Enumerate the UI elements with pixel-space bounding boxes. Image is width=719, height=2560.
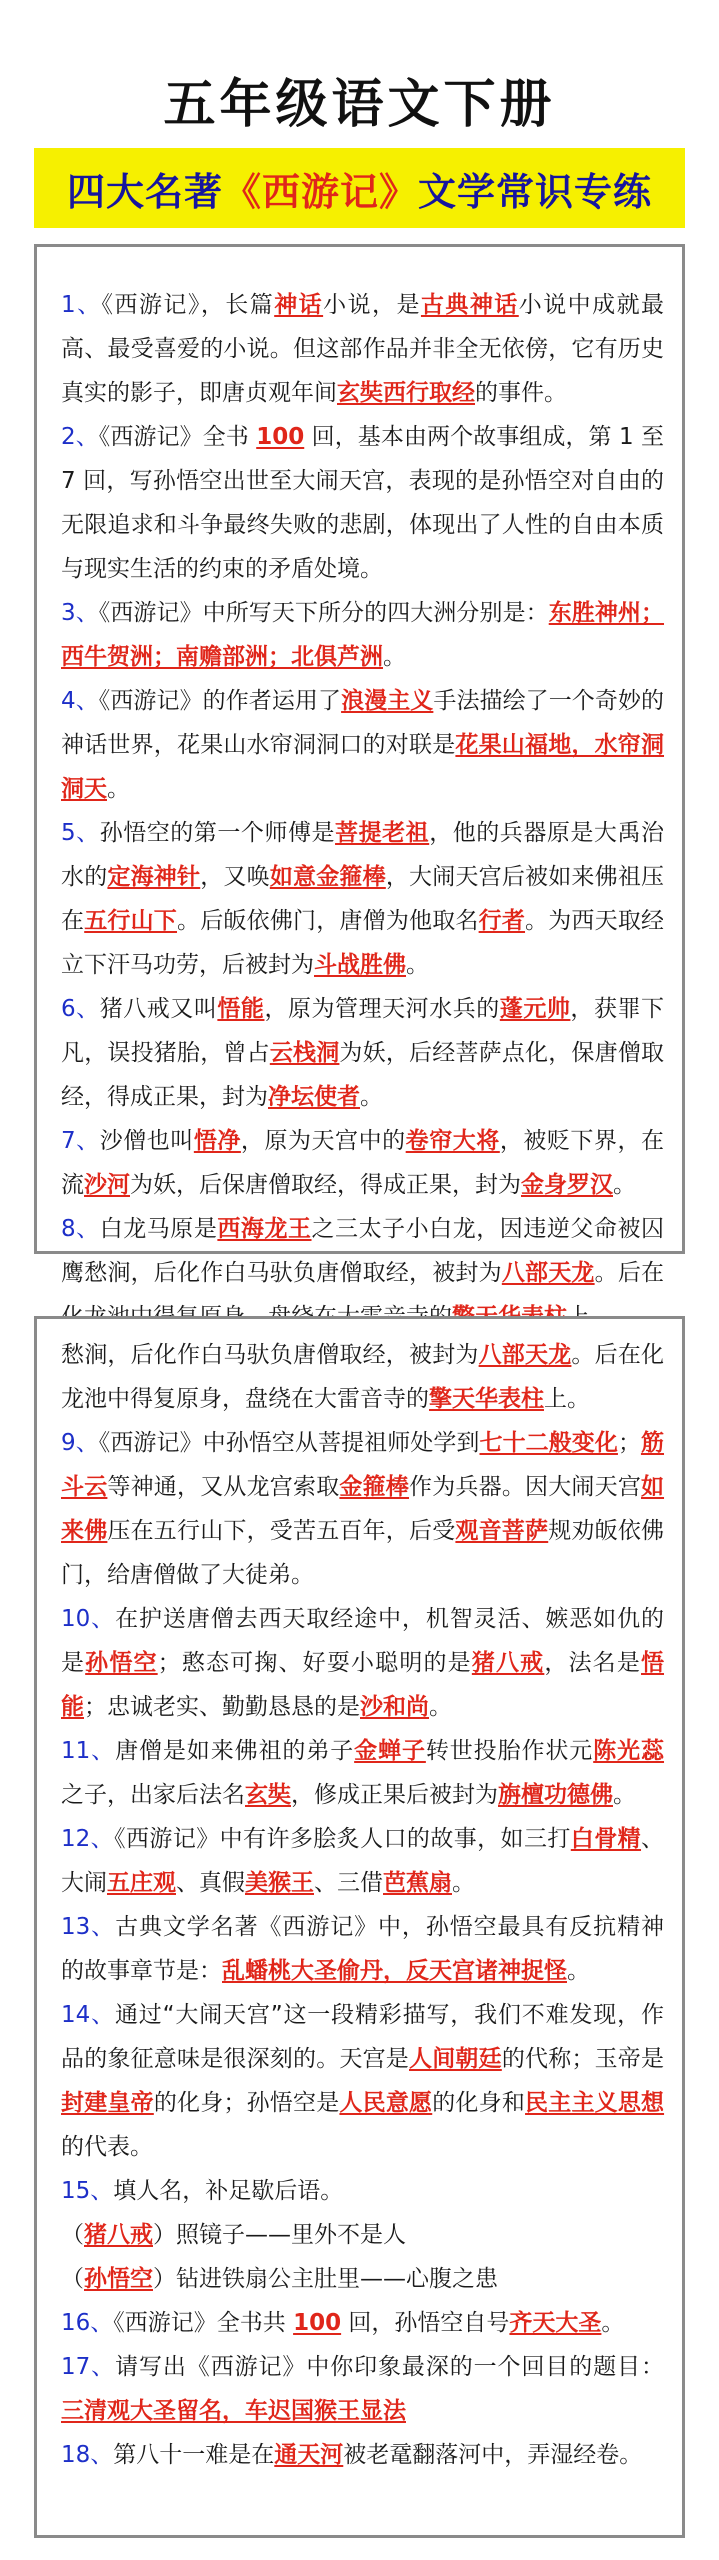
- answer-text: 沙和尚: [360, 1694, 429, 1720]
- question-text: 上。: [544, 1386, 590, 1412]
- answer-text: 人民意愿: [339, 2090, 433, 2116]
- question-text: 《西游记》，长篇: [101, 292, 275, 318]
- question-item: [61, 2345, 664, 2433]
- question-number: 11、: [61, 1738, 116, 1764]
- question-text: （: [61, 2266, 84, 2292]
- question-item: [61, 2301, 664, 2345]
- question-text: ，修成正果后被封为: [291, 1782, 498, 1808]
- question-text: 的化身和: [432, 2090, 526, 2116]
- answer-text: 如意金箍棒: [269, 864, 386, 890]
- question-number: 15、: [61, 2178, 114, 2204]
- question-text: 。: [406, 952, 429, 978]
- question-text: 等神通，又从龙宫索取: [107, 1474, 340, 1500]
- question-item: [61, 1993, 664, 2169]
- question-text: ；憨态可掬、好耍小聪明的是: [157, 1650, 472, 1676]
- question-number: 14、: [61, 2002, 115, 2028]
- subtitle-suffix: 文学常识专练: [418, 169, 653, 214]
- question-text: 通过“大闹天宫”这一段精彩描写，我们不难发现，作品的象征意味是很深刻的。天宫是: [61, 2002, 664, 2072]
- answer-text: 猪八戒: [84, 2222, 153, 2248]
- question-item: [61, 987, 664, 1119]
- question-text: 。: [613, 1782, 636, 1808]
- question-text: ，又唤: [200, 864, 270, 890]
- question-number: 18、: [61, 2442, 114, 2468]
- question-number: 1、: [61, 292, 102, 318]
- answer-text: 美猴王: [245, 1870, 314, 1896]
- question-item: [61, 811, 664, 987]
- answer-text: 齐天大圣: [509, 2310, 602, 2336]
- question-text: 。: [613, 1172, 636, 1198]
- subtitle-book: 《西游记》: [222, 169, 418, 214]
- question-number: 7、: [61, 1128, 100, 1154]
- question-number: 6、: [61, 996, 100, 1022]
- answer-text: 封建皇帝: [61, 2090, 154, 2116]
- answer-text: 乱蟠桃大圣偷丹，反天宫诸神捉怪: [222, 1958, 567, 1984]
- page-title: 五年级语文下册: [163, 75, 556, 135]
- answer-text: 八部天龙: [478, 1342, 572, 1368]
- answer-text: 100: [256, 424, 305, 450]
- question-text: 请写出《西游记》中你印象最深的一个回目的题目：: [115, 2354, 664, 2380]
- subtitle-prefix: 四大名著: [66, 169, 223, 214]
- answer-text: 西海龙王: [217, 1216, 312, 1242]
- answer-text: 金身罗汉: [521, 1172, 613, 1198]
- question-text: 作为兵器。因大闹天宫: [409, 1474, 642, 1500]
- question-text: 小说，是: [323, 292, 421, 318]
- question-text: 在护送唐僧去西天取经途中，机智灵活、嫉恶如仇的是: [61, 1606, 664, 1676]
- question-text: 。后在化龙池中得复原身，盘绕在大雷音寺的: [61, 1342, 665, 1412]
- answer-text: 斗战胜佛: [314, 952, 406, 978]
- question-text: 。: [383, 644, 406, 670]
- answer-text: 白骨精: [570, 1826, 642, 1852]
- answer-text: 浪漫主义: [341, 688, 434, 714]
- question-text: 《西游记》全书共: [113, 2310, 294, 2336]
- answer-text: 蓬元帅: [499, 996, 571, 1022]
- question-text: 。: [360, 1084, 383, 1110]
- question-text: ；忠诚老实、勤勤恳恳的是: [84, 1694, 360, 1720]
- answer-text: 净坛使者: [268, 1084, 360, 1110]
- question-text: 、大闹: [61, 1826, 665, 1896]
- answer-text: 卷帘大将: [405, 1128, 500, 1154]
- question-text: 为妖，后经菩萨点化，保唐僧取经，得成正果，封为: [61, 1040, 665, 1110]
- question-text: 回，孙悟空自号: [341, 2310, 510, 2336]
- question-text: 古典文学名著《西游记》中，孙悟空最具有反抗精神的故事章节是：: [61, 1914, 664, 1984]
- question-number: 4、: [61, 688, 99, 714]
- question-text: 压在五行山下，受苦五百年，后受: [107, 1518, 456, 1544]
- question-text: 。: [452, 1870, 475, 1896]
- question-number: 12、: [61, 1826, 115, 1852]
- question-text: 。: [429, 1694, 452, 1720]
- answer-text: 人间朝廷: [409, 2046, 502, 2072]
- question-text: 。为西天取经立下汗马功劳，后被封为: [61, 908, 665, 978]
- answer-text: 七十二般变化: [479, 1430, 618, 1456]
- answer-text: 擎天华表柱: [429, 1386, 544, 1412]
- question-card-1: [34, 244, 685, 1286]
- answer-text: 三清观大圣留名，车迟国猴王显法: [61, 2398, 406, 2424]
- question-text: ，被贬下界，在流: [61, 1128, 665, 1198]
- question-text: 转世投胎作状元: [425, 1738, 594, 1764]
- question-text: 、三借: [314, 1870, 383, 1896]
- question-text: 之子，出家后法名: [61, 1782, 245, 1808]
- question-list-part-2: [61, 1333, 664, 2477]
- question-text: 。后在: [594, 1260, 665, 1286]
- question-item: [61, 1597, 664, 1729]
- question-text: 、真假: [176, 1870, 245, 1896]
- answer-text: 五行山下: [84, 908, 178, 934]
- question-text: ，大闹天宫后被如来佛祖压在: [61, 864, 665, 934]
- answer-text: 如来佛: [61, 1474, 665, 1544]
- answer-text: 猪八戒: [471, 1650, 545, 1676]
- answer-text: 悟能: [217, 996, 265, 1022]
- question-text: 的代称；玉帝是: [501, 2046, 665, 2072]
- question-text: 之三太子小白龙，因违逆父命被囚鹰愁涧，后化作白马驮负唐僧取经，被封为: [61, 1216, 664, 1286]
- question-item: [61, 2169, 664, 2213]
- question-text: 的化身；孙悟空是: [153, 2090, 340, 2116]
- question-text: 《西游记》中孙悟空从菩提祖师处学到: [98, 1430, 480, 1456]
- question-card-2: [34, 1316, 685, 2538]
- answer-text: 云栈洞: [269, 1040, 340, 1066]
- question-item: [61, 679, 664, 811]
- question-text: 沙僧也叫: [99, 1128, 194, 1154]
- question-text: 。: [601, 2310, 625, 2336]
- question-number: 17、: [61, 2354, 116, 2380]
- answer-text: 金蝉子: [354, 1738, 426, 1764]
- answer-text: 100: [293, 2310, 342, 2336]
- question-text: 的代表。: [61, 2134, 153, 2160]
- question-text: ，原为天宫中的: [240, 1128, 406, 1154]
- question-text: 愁涧，后化作白马驮负唐僧取经，被封为: [61, 1342, 479, 1368]
- question-text: ，法名是: [544, 1650, 642, 1676]
- question-text: 填人名，补足歇后语。: [113, 2178, 344, 2204]
- question-number: 9、: [61, 1430, 99, 1456]
- question-item: [61, 1729, 664, 1817]
- answer-text: 古典神话: [420, 292, 519, 318]
- question-text: ）照镜子——里外不是人: [153, 2222, 406, 2248]
- question-text: 被老鼋翻落河中，弄湿经卷。: [343, 2442, 643, 2468]
- question-text: 手法描绘了一个奇妙的神话世界，花果山水帘洞洞口的对联是: [61, 688, 665, 758]
- question-number: 10、: [61, 1606, 116, 1632]
- question-text: ，原为管理天河水兵的: [264, 996, 500, 1022]
- answer-text: 陈光蕊: [593, 1738, 665, 1764]
- answer-text: 东胜神州；西牛贺洲；南赡部洲；北俱芦洲: [61, 600, 665, 670]
- answer-text: 定海神针: [107, 864, 201, 890]
- answer-text: 悟净: [193, 1128, 241, 1154]
- answer-text: 观音菩萨: [455, 1518, 549, 1544]
- question-text: 《西游记》全书: [98, 424, 257, 450]
- answer-text: 芭蕉扇: [383, 1870, 452, 1896]
- question-text: 白龙马原是: [99, 1216, 218, 1242]
- answer-text: 五庄观: [107, 1870, 176, 1896]
- answer-text: 八部天龙: [501, 1260, 595, 1286]
- question-text: 《西游记》的作者运用了: [98, 688, 342, 714]
- question-number: 13、: [61, 1914, 116, 1940]
- question-number: 3、: [61, 600, 99, 626]
- answer-text: 花果山福地，水帘洞洞天: [61, 732, 665, 802]
- question-item: [61, 1421, 664, 1597]
- question-text: 《西游记》中有许多脍炙人口的故事，如三打: [114, 1826, 571, 1852]
- question-item: [61, 2433, 664, 2477]
- question-item: [61, 283, 664, 415]
- answer-text: 行者: [478, 908, 526, 934]
- answer-text: 神话: [274, 292, 324, 318]
- question-number: 8、: [61, 1216, 100, 1242]
- answer-text: 通天河: [274, 2442, 344, 2468]
- answer-text: 悟能: [61, 1650, 665, 1720]
- answer-text: 旃檀功德佛: [498, 1782, 613, 1808]
- answer-text: 菩提老祖: [335, 820, 430, 846]
- answer-text: 沙河: [84, 1172, 130, 1198]
- answer-text: 民主主义思想: [525, 2090, 665, 2116]
- question-item: [61, 1119, 664, 1207]
- question-text: 第八十一难是在: [113, 2442, 275, 2468]
- question-item: [61, 415, 664, 591]
- answer-text: 金箍棒: [339, 1474, 410, 1500]
- question-text: ）钻进铁扇公主肚里——心腹之患: [153, 2266, 498, 2292]
- question-text: 。: [567, 1958, 590, 1984]
- question-list-part-1: [61, 283, 664, 1339]
- question-text: 孙悟空的第一个师傅是: [99, 820, 336, 846]
- question-text: ；: [617, 1430, 641, 1456]
- question-text: 为妖，后保唐僧取经，得成正果，封为: [130, 1172, 521, 1198]
- question-number: 5、: [61, 820, 100, 846]
- question-text: 。: [107, 776, 130, 802]
- page-subtitle: [34, 148, 685, 228]
- question-text: 小说中成就最高、最受喜爱的小说。但这部作品并非全无依傍，它有历史真实的影子，即唐贞观年间: [61, 292, 665, 406]
- question-text: 唐僧是如来佛祖的弟子: [115, 1738, 355, 1764]
- question-text: ，获罪下凡，误投猪胎，曾占: [61, 996, 665, 1066]
- answer-text: 孙悟空: [85, 1650, 158, 1676]
- question-item-continued: [61, 1333, 664, 1421]
- question-text: 规劝皈依佛门，给唐僧做了大徒弟。: [61, 1518, 665, 1588]
- answer-text: 玄奘: [245, 1782, 291, 1808]
- question-text: （: [61, 2222, 84, 2248]
- question-item: [61, 2213, 664, 2257]
- answer-text: 玄奘西行取经: [337, 380, 475, 406]
- question-number: 16、: [61, 2310, 114, 2336]
- question-item: [61, 2257, 664, 2301]
- card-1-content: [61, 265, 665, 1286]
- question-text: 猪八戒又叫: [99, 996, 218, 1022]
- question-text: 。后皈依佛门，唐僧为他取名: [177, 908, 479, 934]
- question-item: [61, 1905, 664, 1993]
- question-item: [61, 1817, 664, 1905]
- question-text: 的事件。: [475, 380, 567, 406]
- question-number: 2、: [61, 424, 99, 450]
- question-item: [61, 591, 664, 679]
- answer-text: 筋斗云: [61, 1430, 665, 1500]
- question-text: ，他的兵器原是大禹治水的: [61, 820, 664, 890]
- question-text: 《西游记》中所写天下所分的四大洲分别是：: [98, 600, 549, 626]
- answer-text: 孙悟空: [84, 2266, 153, 2292]
- question-text: 回，基本由两个故事组成，第 1 至 7 回，写孙悟空出世至大闹天宫，表现的是孙悟空对自由的无限追求和斗争最终失败的悲剧，体现出了人性的自由本质与现实生活的约束的矛盾处境。: [61, 424, 665, 582]
